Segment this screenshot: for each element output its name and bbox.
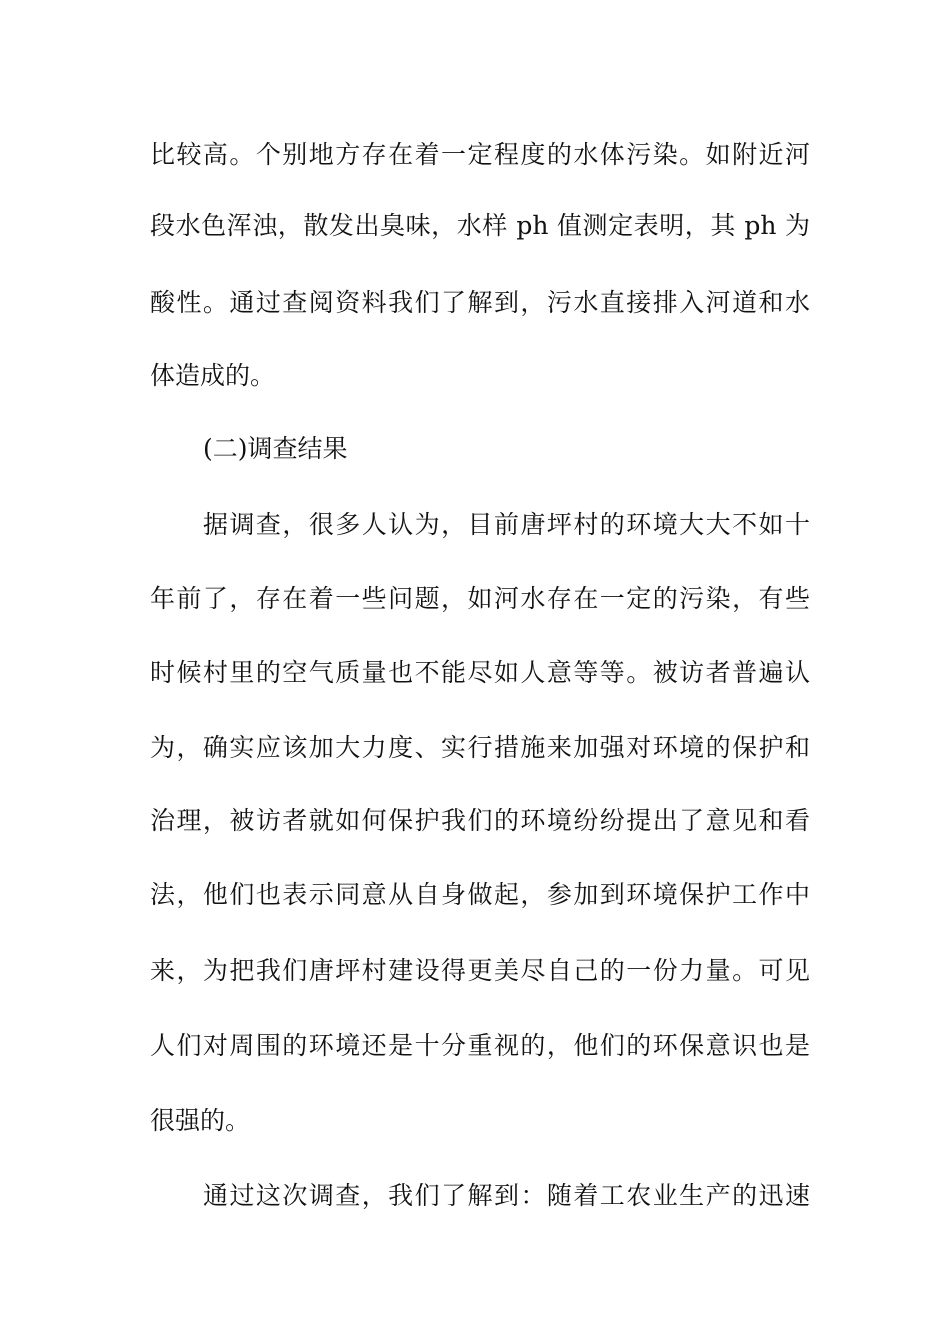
paragraph-2-line-9: 很强的。 (150, 1106, 251, 1135)
paragraph-1-line-2: 段水色浑浊，散发出臭味，水样 ph 值测定表明，其 ph 为 (150, 211, 810, 240)
paragraph-2-line-7: 来，为把我们唐坪村建设得更美尽自己的一份力量。可见 (150, 956, 810, 985)
paragraph-1-line-4: 体造成的。 (150, 361, 276, 390)
paragraph-2-line-5: 治理，被访者就如何保护我们的环境纷纷提出了意见和看 (150, 806, 810, 835)
paragraph-3-line-1: 通过这次调查，我们了解到：随着工农业生产的迅速 (203, 1181, 810, 1210)
section-heading: (二)调查结果 (203, 434, 348, 463)
paragraph-1-line-3: 酸性。通过查阅资料我们了解到，污水直接排入河道和水 (150, 288, 810, 317)
paragraph-2-line-8: 人们对周围的环境还是十分重视的，他们的环保意识也是 (150, 1031, 810, 1060)
paragraph-2-line-2: 年前了，存在着一些问题，如河水存在一定的污染，有些 (150, 584, 810, 613)
paragraph-2-line-6: 法，他们也表示同意从自身做起，参加到环境保护工作中 (150, 880, 810, 909)
paragraph-2-line-3: 时候村里的空气质量也不能尽如人意等等。被访者普遍认 (150, 658, 810, 687)
paragraph-2-line-4: 为，确实应该加大力度、实行措施来加强对环境的保护和 (150, 733, 810, 762)
paragraph-2-line-1: 据调查，很多人认为，目前唐坪村的环境大大不如十 (203, 510, 810, 539)
paragraph-1-line-1: 比较高。个别地方存在着一定程度的水体污染。如附近河 (150, 140, 810, 169)
